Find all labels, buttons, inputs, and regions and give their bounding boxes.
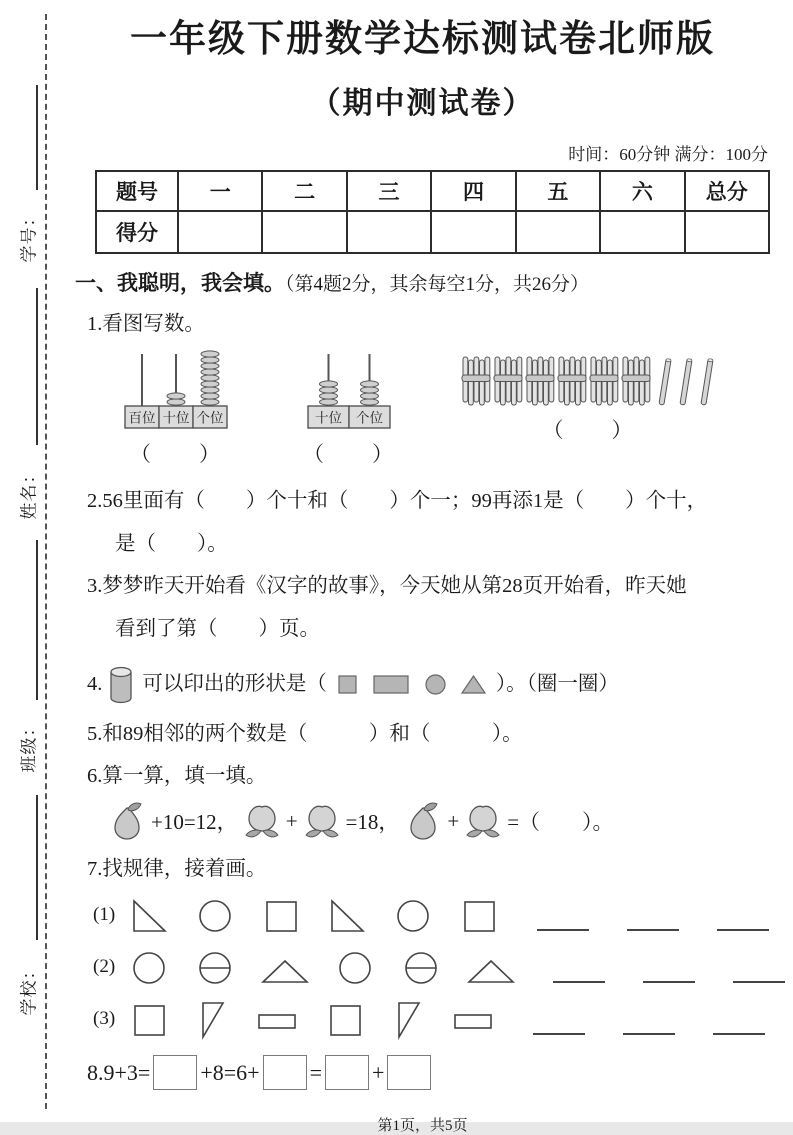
school-blank-line[interactable] bbox=[36, 795, 38, 940]
equation-text: +8=6+ bbox=[200, 1059, 260, 1085]
question-4-text-after: ）。（圈一圈） bbox=[495, 673, 619, 696]
peach-icon bbox=[242, 801, 282, 841]
student-id-label: 学号： bbox=[19, 208, 39, 263]
equation-text: + bbox=[285, 808, 298, 833]
question-7-text: 7.找规律，接着画。 bbox=[87, 858, 267, 881]
answer-box[interactable] bbox=[153, 1055, 197, 1090]
square-shape bbox=[261, 894, 301, 936]
paper-body bbox=[75, 18, 770, 1135]
pattern-row bbox=[93, 997, 770, 1041]
single-stick-icon bbox=[658, 352, 672, 410]
svg-text:十位: 十位 bbox=[162, 410, 190, 426]
question-3-line1: 3.梦梦昨天开始看《汉字的故事》，今天她从第28页开始看，昨天她 bbox=[87, 575, 687, 598]
class-label: 班级： bbox=[19, 718, 39, 773]
question-1-text: 1.看图写数。 bbox=[87, 313, 205, 336]
equation-text: +10=12， bbox=[151, 810, 238, 835]
stick-bundle-icon bbox=[461, 352, 491, 410]
pattern-row-label: (2) bbox=[93, 955, 116, 977]
svg-text:十位: 十位 bbox=[315, 410, 342, 426]
score-table bbox=[95, 170, 770, 254]
answer-blank-line[interactable] bbox=[533, 1003, 585, 1035]
abacus-right-group bbox=[303, 352, 395, 468]
score-cell-empty[interactable] bbox=[600, 211, 684, 253]
question-3 bbox=[87, 565, 770, 650]
score-cell-empty[interactable] bbox=[347, 211, 431, 253]
circle-with-line-shape bbox=[401, 946, 441, 988]
single-stick-icon bbox=[700, 352, 714, 410]
pattern-row-label: (3) bbox=[93, 1007, 116, 1029]
question-3-line2: 看到了第（ ）页。 bbox=[115, 618, 320, 641]
abacus-graphic bbox=[308, 352, 390, 429]
answer-blank-line[interactable] bbox=[623, 1003, 675, 1035]
section-heading-title: 一、我聪明，我会填。 bbox=[75, 271, 285, 296]
score-row-label: 得分 bbox=[96, 211, 178, 253]
equation-text: + bbox=[447, 808, 460, 833]
answer-blank-line[interactable] bbox=[713, 1003, 765, 1035]
question-2-line2: 是（ ）。 bbox=[115, 532, 228, 555]
score-column-header: 三 bbox=[347, 171, 431, 211]
score-corner-cell: 题号 bbox=[96, 171, 178, 211]
flat-rectangle-shape bbox=[451, 998, 495, 1040]
equation-text: =（ ）。 bbox=[507, 810, 614, 835]
page-subtitle: （期中测试卷） bbox=[310, 87, 535, 121]
score-value-row bbox=[96, 211, 769, 253]
right-triangle-shape bbox=[327, 894, 367, 936]
student-id-blank-line[interactable] bbox=[36, 85, 38, 190]
section-heading bbox=[75, 267, 770, 297]
score-column-header: 一 bbox=[178, 171, 262, 211]
score-column-header: 六 bbox=[600, 171, 684, 211]
pattern-row bbox=[93, 945, 770, 989]
circle-with-line-shape bbox=[195, 946, 235, 988]
pear-icon bbox=[107, 800, 147, 842]
answer-blank[interactable]: （ ） bbox=[303, 442, 395, 467]
flag-triangle-shape bbox=[195, 998, 229, 1040]
stick-bundle-icon bbox=[589, 352, 619, 410]
single-stick-icon bbox=[679, 352, 693, 410]
score-cell-empty[interactable] bbox=[262, 211, 346, 253]
fruit-equation bbox=[105, 800, 770, 842]
score-column-header: 总分 bbox=[685, 171, 769, 211]
square-shape bbox=[459, 894, 499, 936]
answer-blank-line[interactable] bbox=[537, 899, 589, 931]
equation-text: + bbox=[371, 1059, 385, 1085]
circle-shape bbox=[393, 894, 433, 936]
svg-text:个位: 个位 bbox=[196, 410, 224, 426]
score-cell-empty[interactable] bbox=[685, 211, 769, 253]
school-label: 学校： bbox=[19, 961, 39, 1016]
svg-text:个位: 个位 bbox=[356, 410, 383, 426]
left-margin-strip bbox=[0, 0, 60, 1122]
stick-bundles bbox=[461, 352, 716, 410]
question-6-text: 6.算一算，填一填。 bbox=[87, 765, 267, 788]
flag-triangle-shape bbox=[391, 998, 425, 1040]
answer-blank[interactable]: （ ） bbox=[130, 442, 222, 467]
answer-blank-line[interactable] bbox=[627, 899, 679, 931]
score-cell-empty[interactable] bbox=[431, 211, 515, 253]
question-4-prefix: 4. bbox=[87, 673, 103, 696]
question-2-line1: 2.56里面有（ ）个十和（ ）个一；99再添1是（ ）个十， bbox=[87, 490, 708, 513]
square-shape bbox=[325, 998, 365, 1040]
square-shape bbox=[129, 998, 169, 1040]
stick-bundle-icon bbox=[557, 352, 587, 410]
stick-bundle-icon bbox=[621, 352, 651, 410]
flat-rectangle-shape bbox=[255, 998, 299, 1040]
svg-text:百位: 百位 bbox=[128, 410, 156, 426]
peach-icon bbox=[463, 801, 503, 841]
name-blank-line[interactable] bbox=[36, 288, 38, 445]
pattern-row-label: (1) bbox=[93, 903, 116, 925]
page-footer: 第1页，共5页 bbox=[377, 1117, 468, 1134]
filled-circle-shape[interactable] bbox=[424, 674, 447, 695]
cylinder-icon bbox=[106, 663, 136, 707]
score-cell-empty[interactable] bbox=[516, 211, 600, 253]
answer-blank-line[interactable] bbox=[733, 951, 785, 983]
triangle-shape bbox=[467, 946, 515, 988]
equation-text: 8.9+3= bbox=[87, 1059, 151, 1085]
stick-bundle-icon bbox=[525, 352, 555, 410]
answer-box[interactable] bbox=[387, 1055, 431, 1090]
question-5-text: 5.和89相邻的两个数是（ ）和（ ）。 bbox=[87, 722, 523, 745]
question-8-equation bbox=[87, 1055, 770, 1090]
question-2 bbox=[87, 480, 770, 565]
filled-square-shape[interactable] bbox=[336, 674, 359, 695]
score-column-header: 五 bbox=[516, 171, 600, 211]
question-4 bbox=[87, 663, 770, 707]
section-heading-note: （第4题2分，其余每空1分，共26分） bbox=[285, 274, 590, 296]
equation-text: =18， bbox=[345, 810, 400, 835]
abacus-left-group bbox=[125, 352, 227, 468]
page-title: 一年级下册数学达标测试卷北师版 bbox=[130, 19, 715, 60]
answer-box[interactable] bbox=[263, 1055, 307, 1090]
circle-shape bbox=[129, 946, 169, 988]
answer-blank-line[interactable] bbox=[553, 951, 605, 983]
answer-blank-line[interactable] bbox=[643, 951, 695, 983]
score-header-row bbox=[96, 171, 769, 211]
question-4-text: 可以印出的形状是（ bbox=[142, 673, 327, 696]
stampable-shapes[interactable] bbox=[336, 674, 487, 695]
class-blank-line[interactable] bbox=[36, 540, 38, 700]
score-column-header: 二 bbox=[262, 171, 346, 211]
circle-shape bbox=[195, 894, 235, 936]
circle-shape bbox=[335, 946, 375, 988]
time-score-info: 时间：60分钟 满分：100分 bbox=[568, 145, 768, 165]
score-cell-empty[interactable] bbox=[178, 211, 262, 253]
pattern-row bbox=[93, 893, 770, 937]
triangle-shape bbox=[261, 946, 309, 988]
question-1-graphics bbox=[125, 352, 770, 468]
pattern-rows bbox=[75, 893, 770, 1041]
name-label: 姓名： bbox=[19, 465, 39, 520]
right-triangle-shape bbox=[129, 894, 169, 936]
abacus-graphic bbox=[125, 352, 227, 429]
answer-box[interactable] bbox=[325, 1055, 369, 1090]
pear-icon bbox=[403, 800, 443, 842]
sticks-group bbox=[461, 352, 716, 444]
filled-rectangle-shape[interactable] bbox=[372, 674, 411, 695]
stick-bundle-icon bbox=[493, 352, 523, 410]
answer-blank-line[interactable] bbox=[717, 899, 769, 931]
score-column-header: 四 bbox=[431, 171, 515, 211]
answer-blank[interactable]: （ ） bbox=[542, 418, 635, 443]
filled-triangle-shape[interactable] bbox=[460, 674, 487, 695]
equation-text: = bbox=[309, 1059, 322, 1085]
peach-icon bbox=[302, 801, 342, 841]
fold-dashed-line bbox=[45, 14, 47, 1109]
